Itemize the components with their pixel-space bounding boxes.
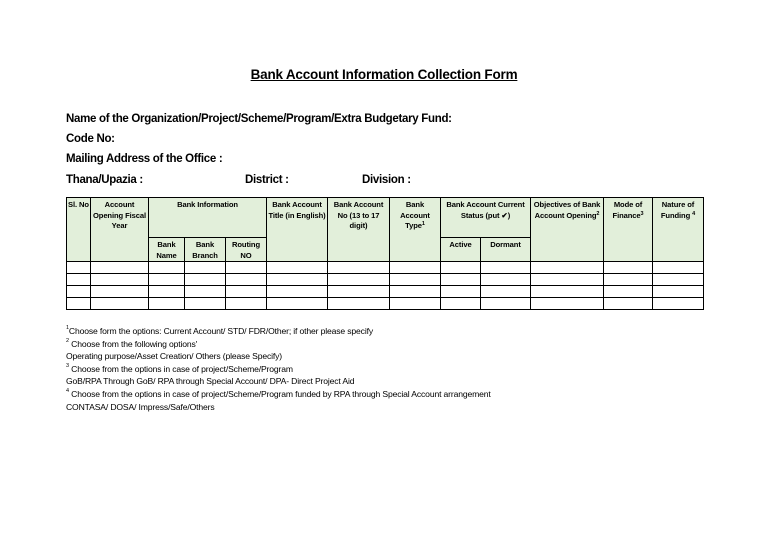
objectives-text: Objectives of Bank Account Opening — [533, 200, 601, 220]
bank-account-table — [66, 197, 704, 310]
table-cell[interactable] — [390, 286, 441, 298]
table-cell[interactable] — [226, 298, 267, 310]
table-cell[interactable] — [441, 286, 481, 298]
mailing-address-label: Mailing Address of the Office : — [66, 153, 223, 165]
table-cell[interactable] — [390, 274, 441, 286]
table-cell[interactable] — [67, 274, 91, 286]
code-no-label: Code No: — [66, 133, 115, 145]
footnote-text: Operating purpose/Asset Creation/ Others (please Specify) — [66, 351, 282, 362]
table-cell[interactable] — [653, 274, 704, 286]
table-cell[interactable] — [267, 274, 328, 286]
header-account-no: Bank Account No (13 to 17 digit) — [328, 198, 390, 262]
footnote-line — [66, 401, 491, 414]
table-cell[interactable] — [481, 262, 531, 274]
header-account-type — [390, 198, 441, 262]
table-cell[interactable] — [185, 298, 226, 310]
table-cell[interactable] — [531, 286, 604, 298]
account-type-footnote-mark: 1 — [421, 221, 425, 227]
table-cell[interactable] — [267, 286, 328, 298]
table-cell[interactable] — [91, 286, 149, 298]
division-label: Division : — [362, 174, 411, 186]
table-cell[interactable] — [91, 298, 149, 310]
table-cell[interactable] — [185, 274, 226, 286]
header-current-status: Bank Account Current Status (put ✔) — [441, 198, 531, 238]
header-bank-name: Bank Name — [149, 238, 185, 262]
header-bank-branch: Bank Branch — [185, 238, 226, 262]
form-title: Bank Account Information Collection Form — [250, 67, 518, 82]
nature-text: Nature of Funding — [660, 200, 695, 220]
table-cell[interactable] — [390, 262, 441, 274]
footnotes — [66, 325, 491, 413]
footnote-mark: 4 — [66, 387, 69, 394]
table-cell[interactable] — [67, 298, 91, 310]
table-row — [67, 262, 704, 274]
header-account-opening: Account Opening Fiscal Year — [91, 198, 149, 262]
account-type-text: Bank Account Type — [400, 200, 430, 230]
table-cell[interactable] — [328, 286, 390, 298]
table-cell[interactable] — [441, 262, 481, 274]
header-mode-of-finance — [604, 198, 653, 262]
table-cell[interactable] — [604, 274, 653, 286]
header-account-title: Bank Account Title (in English) — [267, 198, 328, 262]
objectives-footnote-mark: 2 — [596, 210, 600, 217]
table-cell[interactable] — [185, 286, 226, 298]
footnote-line — [66, 350, 491, 363]
footnote-text: Choose from the options in case of project/Scheme/Program — [71, 363, 293, 374]
header-active: Active — [441, 238, 481, 262]
header-bank-information: Bank Information — [149, 198, 267, 238]
table-row — [67, 274, 704, 286]
table-cell[interactable] — [653, 298, 704, 310]
table-cell[interactable] — [481, 274, 531, 286]
table-cell[interactable] — [604, 262, 653, 274]
table-cell[interactable] — [91, 262, 149, 274]
footnote-mark: 3 — [66, 362, 69, 369]
table-cell[interactable] — [481, 286, 531, 298]
table-cell[interactable] — [149, 274, 185, 286]
footnote-line — [66, 363, 491, 376]
organization-label: Name of the Organization/Project/Scheme/Program/Extra Budgetary Fund: — [66, 113, 452, 125]
table-cell[interactable] — [531, 298, 604, 310]
footnote-text: GoB/RPA Through GoB/ RPA through Special Account/ DPA- Direct Project Aid — [66, 376, 355, 387]
mode-text: Mode of Finance — [612, 200, 643, 220]
header-objectives — [531, 198, 604, 262]
table-cell[interactable] — [328, 262, 390, 274]
table-cell[interactable] — [267, 262, 328, 274]
table-cell[interactable] — [328, 274, 390, 286]
thana-label: Thana/Upazia : — [66, 174, 143, 186]
district-label: District : — [245, 174, 289, 186]
table-cell[interactable] — [149, 286, 185, 298]
header-routing-no: Routing NO — [226, 238, 267, 262]
table-cell[interactable] — [441, 298, 481, 310]
table-cell[interactable] — [226, 274, 267, 286]
table-cell[interactable] — [91, 274, 149, 286]
table-cell[interactable] — [226, 286, 267, 298]
table-cell[interactable] — [653, 286, 704, 298]
footnote-text: Choose from the options in case of project/Scheme/Program funded by RPA through Special Account arrangement — [71, 388, 491, 399]
mode-footnote-mark: 3 — [640, 210, 644, 217]
table-cell[interactable] — [267, 298, 328, 310]
footnote-text: CONTASA/ DOSA/ Impress/Safe/Others — [66, 401, 215, 412]
table-row — [67, 286, 704, 298]
table-cell[interactable] — [185, 262, 226, 274]
table-cell[interactable] — [531, 262, 604, 274]
table-cell[interactable] — [390, 298, 441, 310]
table-body — [67, 262, 704, 310]
footnote-mark: 1 — [66, 325, 69, 331]
table-cell[interactable] — [604, 298, 653, 310]
table-cell[interactable] — [604, 286, 653, 298]
footnote-line — [66, 375, 491, 388]
footnote-text: Choose from the following options' — [71, 338, 198, 349]
header-sl-no: Sl. No — [67, 198, 91, 262]
footnote-line — [66, 338, 491, 351]
table-cell[interactable] — [481, 298, 531, 310]
header-nature-of-funding — [653, 198, 704, 262]
header-dormant: Dormant — [481, 238, 531, 262]
table-cell[interactable] — [226, 262, 267, 274]
footnote-text: Choose form the options: Current Account/ STD/ FDR/Other; if other please specify — [68, 326, 373, 336]
table-cell[interactable] — [531, 274, 604, 286]
table-row — [67, 298, 704, 310]
table-cell[interactable] — [441, 274, 481, 286]
table-cell[interactable] — [67, 262, 91, 274]
table-cell[interactable] — [653, 262, 704, 274]
table-cell[interactable] — [67, 286, 91, 298]
footnote-mark: 2 — [66, 337, 69, 344]
nature-footnote-mark: 4 — [692, 210, 696, 217]
table-cell[interactable] — [328, 298, 390, 310]
table-cell[interactable] — [149, 262, 185, 274]
footnote-line — [66, 388, 491, 401]
footnote-line — [66, 325, 491, 338]
table-cell[interactable] — [149, 298, 185, 310]
